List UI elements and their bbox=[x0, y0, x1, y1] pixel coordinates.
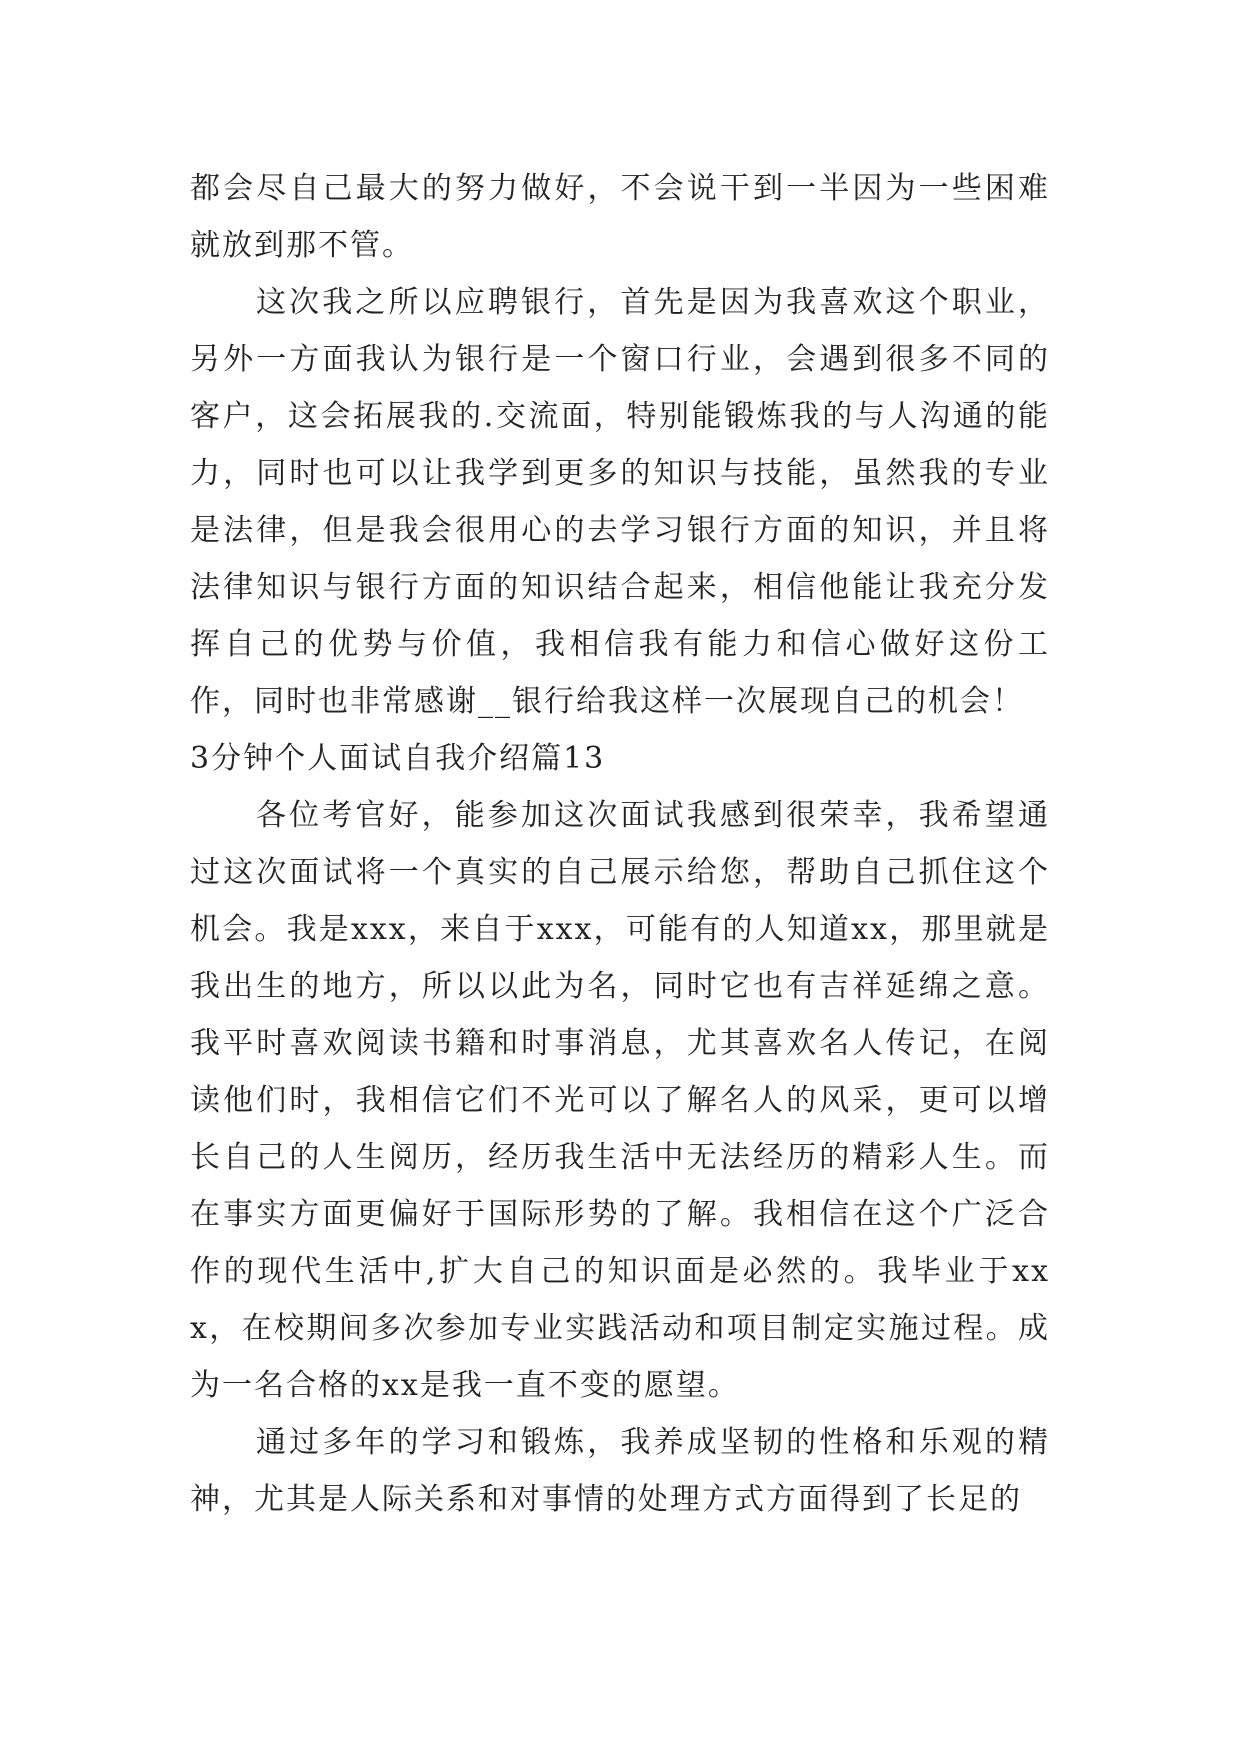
paragraph-continuation: 都会尽自己最大的努力做好，不会说干到一半因为一些困难就放到那不管。 bbox=[190, 171, 1050, 263]
document-page bbox=[190, 160, 1050, 1528]
paragraph-character: 通过多年的学习和锻炼，我养成坚韧的性格和乐观的精神，尤其是人际关系和对事情的处理方式方面得到了长足的 bbox=[190, 1425, 1050, 1517]
paragraph-bank-application: 这次我之所以应聘银行，首先是因为我喜欢这个职业，另外一方面我认为银行是一个窗口行业，会遇到很多不同的客户，这会拓展我的.交流面，特别能锻炼我的与人沟通的能力，同时也可以让我学到更多的知识与技能，虽然我的专业是法律，但是我会很用心的去学习银行方面的知识，并且将法律知识与银行方面的知识结合起来，相信他能让我充分发挥自己的优势与价值，我相信我有能力和信心做好这份工作，同时也非常感谢__银行给我这样一次展现自己的机会！ bbox=[190, 285, 1050, 719]
section-heading: 3分钟个人面试自我介绍篇13 bbox=[190, 741, 606, 776]
paragraph-self-introduction: 各位考官好，能参加这次面试我感到很荣幸，我希望通过这次面试将一个真实的自己展示给您，帮助自己抓住这个机会。我是xxx，来自于xxx，可能有的人知道xx，那里就是我出生的地方，所以以此为名，同时它也有吉祥延绵之意。我平时喜欢阅读书籍和时事消息，尤其喜欢名人传记，在阅读他们时，我相信它们不光可以了解名人的风采，更可以增长自己的人生阅历，经历我生活中无法经历的精彩人生。而在事实方面更偏好于国际形势的了解。我相信在这个广泛合作的现代生活中,扩大自己的知识面是必然的。我毕业于xxx，在校期间多次参加专业实践活动和项目制定实施过程。成为一名合格的xx是我一直不变的愿望。 bbox=[190, 798, 1050, 1403]
